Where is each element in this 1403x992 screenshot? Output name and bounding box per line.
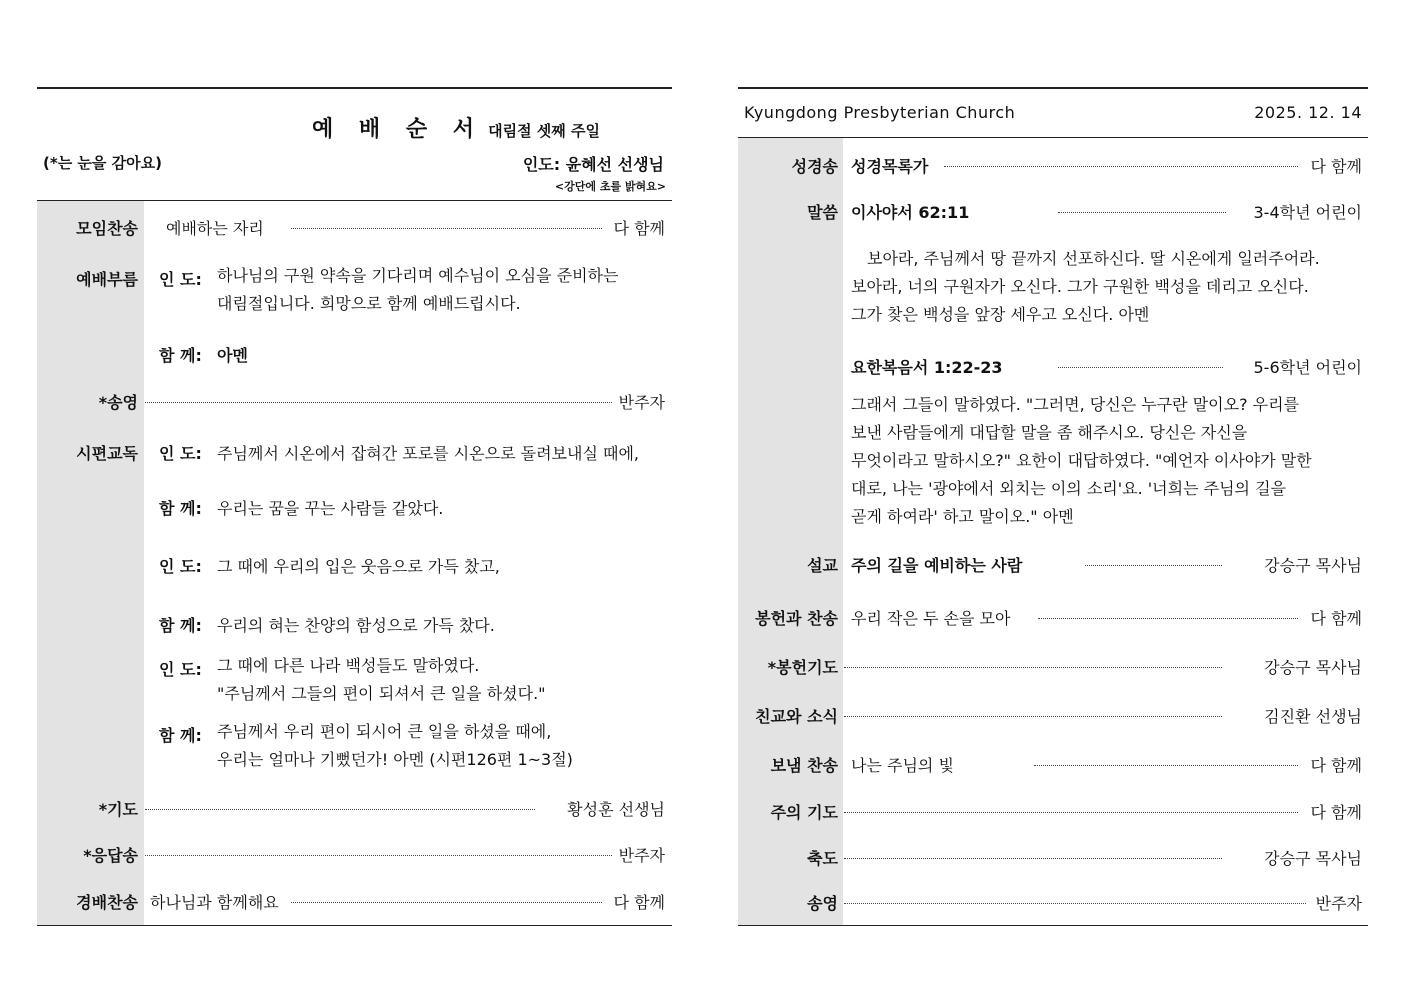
scripture-text-1: 보아라, 주님께서 땅 끝까지 선포하신다. 딸 시온에게 일러주어라. 보아라, 너의 구원자가 오신다. 그가 구원한 백성을 데리고 오신다. 그가 찾은 백성을 앞장 세우고 오신다. 아멘 bbox=[851, 249, 1320, 324]
item-label-call: 예배부름 bbox=[76, 270, 138, 289]
call-text: 하나님의 구원 약속을 기다리며 예수님이 오심을 준비하는 대림절입니다. 희망으로 함께 예배드립시다. bbox=[217, 266, 619, 313]
response-who: 반주자 bbox=[618, 846, 665, 865]
role-all: 함 께: bbox=[159, 346, 202, 365]
item-label-benediction: 축도 bbox=[807, 849, 838, 868]
dot-leader bbox=[145, 855, 612, 856]
worship-song-who: 다 함께 bbox=[613, 893, 665, 912]
role-leader: 인 도: bbox=[159, 270, 202, 289]
role-leader: 인 도: bbox=[159, 660, 202, 679]
bible-song-who: 다 함께 bbox=[1310, 157, 1362, 176]
dot-leader bbox=[1034, 765, 1298, 766]
sending-who: 다 함께 bbox=[1310, 756, 1362, 775]
item-label-doxology: 송영 bbox=[807, 894, 838, 913]
left-page bbox=[37, 0, 672, 992]
dot-leader bbox=[844, 716, 1222, 717]
dot-leader bbox=[844, 903, 1306, 904]
leader-name: 인도: 윤혜선 선생님 bbox=[522, 155, 664, 174]
psalm-line: 주님께서 우리 편이 되시어 큰 일을 하셨을 때에, 우리는 얼마나 기뻤던가! 아멘 (시편126편 1~3절) bbox=[217, 722, 573, 769]
scripture-reader-2: 5-6학년 어린이 bbox=[1253, 358, 1362, 377]
prayer-who: 황성훈 선생님 bbox=[567, 800, 665, 819]
dot-leader bbox=[291, 902, 602, 903]
songyeong-who: 반주자 bbox=[618, 393, 665, 412]
role-all: 함 께: bbox=[159, 616, 202, 635]
service-date: 2025. 12. 14 bbox=[1254, 103, 1362, 122]
role-all: 함 께: bbox=[159, 499, 202, 518]
item-label-offering-prayer: *봉헌기도 bbox=[767, 658, 838, 677]
item-label-response: *응답송 bbox=[83, 846, 138, 865]
psalm-line: 우리의 혀는 찬양의 함성으로 가득 찼다. bbox=[217, 616, 495, 635]
item-label-sending: 보냄 찬송 bbox=[770, 756, 838, 775]
dot-leader bbox=[1038, 618, 1298, 619]
role-leader: 인 도: bbox=[159, 444, 202, 463]
dot-leader bbox=[145, 809, 535, 810]
worship-song-title: 하나님과 함께해요 bbox=[150, 893, 279, 912]
offering-hymn: 우리 작은 두 손을 모아 bbox=[851, 609, 1011, 628]
doxology-who: 반주자 bbox=[1315, 894, 1362, 913]
scripture-text-2: 그래서 그들이 말하였다. "그러면, 당신은 누구란 말이오? 우리를 보낸 사람들에게 대답할 말을 좀 해주시오. 당신은 자신을 무엇이라고 말하시오?" 요한이 대답하였다. "예언자 이사야가 말한 대로, 나는 '광야에서 외치는 이의 소리'요. '너희는 주님의 길을 곧게 하여라' 하고 말이오." 아멘 bbox=[851, 395, 1312, 526]
bible-song-title: 성경목록가 bbox=[851, 157, 929, 176]
offering-prayer-who: 강승구 목사님 bbox=[1264, 658, 1362, 677]
scripture-reference-2: 요한복음서 1:22-23 bbox=[851, 358, 1003, 377]
role-all: 함 께: bbox=[159, 726, 202, 745]
right-page bbox=[738, 0, 1368, 992]
church-name: Kyungdong Presbyterian Church bbox=[744, 103, 1016, 122]
dot-leader bbox=[844, 667, 1222, 668]
sermon-preacher: 강승구 목사님 bbox=[1264, 556, 1362, 575]
item-label-moim: 모임찬송 bbox=[76, 219, 138, 238]
bottom-rule bbox=[738, 925, 1368, 926]
top-rule bbox=[738, 87, 1368, 89]
dot-leader bbox=[1085, 565, 1222, 566]
call-response: 아멘 bbox=[217, 346, 248, 365]
item-label-bible-song: 성경송 bbox=[791, 157, 838, 176]
item-label-psalm: 시편교독 bbox=[76, 444, 138, 463]
dot-leader bbox=[291, 228, 602, 229]
eyes-note: (*는 눈을 감아요) bbox=[43, 154, 162, 172]
sending-hymn: 나는 주님의 빛 bbox=[851, 756, 954, 775]
item-label-songyeong: *송영 bbox=[98, 393, 138, 412]
item-label-sermon: 설교 bbox=[807, 556, 838, 575]
dot-leader bbox=[145, 402, 612, 403]
role-leader: 인 도: bbox=[159, 557, 202, 576]
moim-who: 다 함께 bbox=[613, 219, 665, 238]
scripture-reference-1: 이사야서 62:11 bbox=[851, 203, 970, 222]
offering-who: 다 함께 bbox=[1310, 609, 1362, 628]
psalm-line: 우리는 꿈을 꾸는 사람들 같았다. bbox=[217, 499, 444, 518]
dot-leader bbox=[844, 812, 1298, 813]
candle-note: <강단에 초를 밝혀요> bbox=[554, 180, 666, 193]
item-label-worship-song: 경배찬송 bbox=[76, 893, 138, 912]
top-rule bbox=[37, 87, 672, 89]
item-label-fellowship: 친교와 소식 bbox=[755, 707, 838, 726]
item-label-word: 말씀 bbox=[807, 203, 838, 222]
item-label-lords-prayer: 주의 기도 bbox=[770, 803, 838, 822]
sermon-title: 주의 길을 예비하는 사람 bbox=[851, 556, 1023, 575]
order-title: 예 배 순 서 bbox=[312, 117, 483, 142]
dot-leader bbox=[944, 166, 1298, 167]
psalm-line: 그 때에 다른 나라 백성들도 말하였다. "주님께서 그들의 편이 되셔서 큰 일을 하셨다." bbox=[217, 656, 546, 703]
order-subtitle: 대림절 셋째 주일 bbox=[488, 122, 600, 140]
dot-leader bbox=[1058, 367, 1223, 368]
scripture-reader-1: 3-4학년 어린이 bbox=[1253, 203, 1362, 222]
psalm-line: 주님께서 시온에서 잡혀간 포로를 시온으로 돌려보내실 때에, bbox=[217, 444, 640, 463]
header-title-row bbox=[312, 112, 600, 143]
fellowship-who: 김진환 선생님 bbox=[1264, 707, 1362, 726]
benediction-who: 강승구 목사님 bbox=[1264, 849, 1362, 868]
dot-leader bbox=[1058, 212, 1226, 213]
lords-prayer-who: 다 함께 bbox=[1310, 803, 1362, 822]
bottom-rule bbox=[37, 925, 672, 926]
moim-hymn: 예배하는 자리 bbox=[166, 219, 264, 238]
item-label-offering: 봉헌과 찬송 bbox=[755, 609, 838, 628]
psalm-line: 그 때에 우리의 입은 웃음으로 가득 찼고, bbox=[217, 557, 500, 576]
dot-leader bbox=[844, 858, 1222, 859]
item-label-prayer: *기도 bbox=[98, 800, 138, 819]
